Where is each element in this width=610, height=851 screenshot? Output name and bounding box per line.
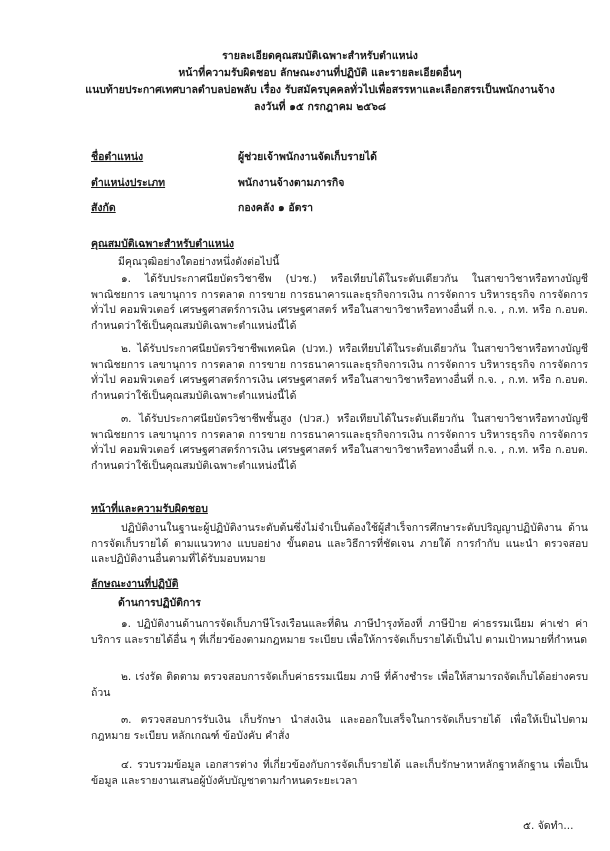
department-label: สังกัด — [91, 202, 116, 214]
work-heading: ลักษณะงานที่ปฏิบัติ — [91, 578, 179, 590]
qualification-item-1: ๑. ได้รับประกาศนียบัตรวิชาชีพ (ปวช.) หรือเทียบได้ในระดับเดียวกัน ในสาขาวิชาหรือทางบัญชี พาณิชยการ เลขานุการ การตลาด การขาย การธนาคารและธุรกิจการเงิน การจัดการ บริหารธุรกิจ การจัดการทั่วไป คอมพิวเตอร์ เศรษฐศาสตร์การเงิน เศรษฐศาสตร์ หรือในสาขาวิชาหรือทางอื่นที่ ก.จ. , ก.ท. หรือ ก.อบต. กำหนดว่าใช้เป็นคุณสมบัติเฉพาะตำแหน่งนี้ได้ — [91, 273, 588, 332]
duties-heading: หน้าที่และความรับผิดชอบ — [91, 503, 208, 515]
header-line-1: รายละเอียดคุณสมบัติเฉพาะสำหรับตำแหน่ง — [222, 50, 418, 62]
qualification-item-2: ๒. ได้รับประกาศนียบัตรวิชาชีพเทคนิค (ปวท.) หรือเทียบได้ในระดับเดียวกัน ในสาขาวิชาหรือทางบัญชี พาณิชยการ เลขานุการ การตลาด การขาย การธนาคารและธุรกิจการเงิน การจัดการ บริหารธุรกิจ การจัดการทั่วไป คอมพิวเตอร์ เศรษฐศาสตร์การเงิน เศรษฐศาสตร์ หรือในสาขาวิชาหรือทางอื่นที่ ก.จ. , ก.ท. หรือ ก.อบต. กำหนดว่าใช้เป็นคุณสมบัติเฉพาะตำแหน่งนี้ได้ — [91, 343, 588, 402]
duties-text: ปฏิบัติงานในฐานะผู้ปฏิบัติงานระดับต้นซึ่งไม่จำเป็นต้องใช้ผู้สำเร็จการศึกษาระดับปริญญาปฏิบัติงาน ด้านการจัดเก็บรายได้ ตามแนวทาง แบบอย่าง ขั้นตอน และวิธีการที่ชัดเจน ภายใต้ การกำกับ แนะนำ ตรวจสอบ และปฏิบัติงานอื่นตามที่ได้รับมอบหมาย — [91, 522, 588, 566]
work-item-1: ๑. ปฏิบัติงานด้านการจัดเก็บภาษีโรงเรือนและที่ดิน ภาษีบำรุงท้องที่ ภาษีป้าย ค่าธรรมเนียม ค่าเช่า ค่าบริการ และรายได้อื่น ๆ ที่เกี่ยวข้องตามกฎหมาย ระเบียบ เพื่อให้การจัดเก็บรายได้เป็นไป ตามเป้าหมายที่กำหนด — [91, 618, 588, 646]
position-name-label: ชื่อตำแหน่ง — [91, 151, 144, 163]
position-name-value: ผู้ช่วยเจ้าพนักงานจัดเก็บรายได้ — [238, 151, 377, 163]
header-line-3: แนบท้ายประกาศเทศบาลตำบลบ่อพลับ เรื่อง รับสมัครบุคคลทั่วไปเพื่อสรรหาและเลือกสรรเป็นพนักงานจ้าง — [85, 84, 555, 96]
work-item-3: ๓. ตรวจสอบการรับเงิน เก็บรักษา นำส่งเงิน และออกใบเสร็จในการจัดเก็บรายได้ เพื่อให้เป็นไปตามกฎหมาย ระเบียบ หลักเกณฑ์ ข้อบังคับ คำสั่ง — [91, 714, 588, 742]
position-type-value: พนักงานจ้างตามภารกิจ — [238, 177, 345, 189]
qualifications-heading: คุณสมบัติเฉพาะสำหรับตำแหน่ง — [91, 238, 235, 250]
qualifications-intro: มีคุณวุฒิอย่างใดอย่างหนึ่งดังต่อไปนี้ — [118, 256, 280, 268]
position-type-label: ตำแหน่งประเภท — [91, 177, 166, 189]
header-line-2: หน้าที่ความรับผิดชอบ ลักษณะงานที่ปฏิบัติ และรายละเอียดอื่นๆ — [178, 67, 462, 79]
document-header — [60, 48, 580, 116]
work-item-4: ๔. รวบรวมข้อมูล เอกสารต่าง ที่เกี่ยวข้องกับการจัดเก็บรายได้ และเก็บรักษาหาหลักฐาหลักฐาน เพื่อเป็นข้อมูล และรายงานเสนอผู้บังคับบัญชาตามกำหนดระยะเวลา — [91, 759, 588, 787]
header-line-4: ลงวันที่ ๑๕ กรกฎาคม ๒๕๖๘ — [253, 101, 386, 113]
continued-marker: ๕. จัดทำ... — [523, 820, 574, 832]
qualification-item-3: ๓. ได้รับประกาศนียบัตรวิชาชีพชั้นสูง (ปวส.) หรือเทียบได้ในระดับเดียวกัน ในสาขาวิชาหรือทางบัญชี พาณิชยการ เลขานุการ การตลาด การขาย การธนาคารและธุรกิจการเงิน การจัดการ บริหารธุรกิจ การจัดการทั่วไป คอมพิวเตอร์ เศรษฐศาสตร์การเงิน เศรษฐศาสตร์ หรือในสาขาวิชาหรือทางอื่นที่ ก.จ. , ก.ท. หรือ ก.อบต. กำหนดว่าใช้เป็นคุณสมบัติเฉพาะตำแหน่งนี้ได้ — [91, 413, 588, 472]
department-value: กองคลัง ๑ อัตรา — [238, 202, 314, 214]
work-subheading: ด้านการปฏิบัติการ — [118, 597, 201, 609]
work-item-2: ๒. เร่งรัด ติดตาม ตรวจสอบการจัดเก็บค่าธรรมเนียม ภาษี ที่ค้างชำระ เพื่อให้สามารถจัดเก็บได้อย่างครบถ้วน — [91, 671, 588, 699]
